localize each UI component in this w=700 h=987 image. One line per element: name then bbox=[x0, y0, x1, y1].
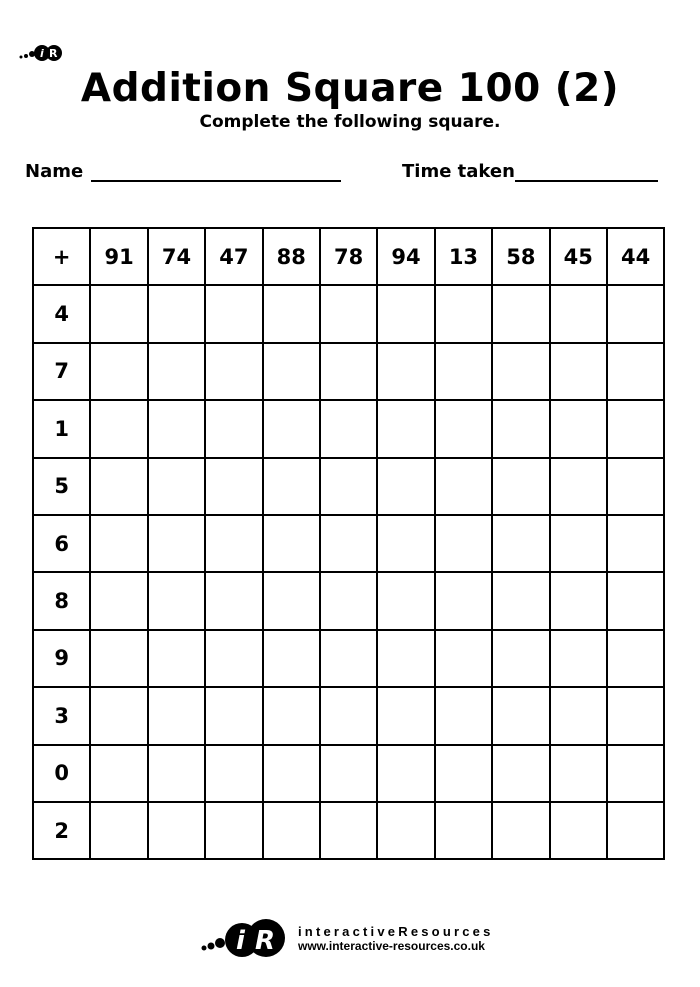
name-line[interactable] bbox=[91, 160, 341, 182]
answer-cell[interactable] bbox=[550, 687, 607, 744]
answer-cell[interactable] bbox=[205, 572, 262, 629]
answer-cell[interactable] bbox=[90, 630, 147, 687]
answer-cell[interactable] bbox=[263, 687, 320, 744]
answer-cell[interactable] bbox=[377, 687, 434, 744]
answer-cell[interactable] bbox=[435, 458, 492, 515]
answer-cell[interactable] bbox=[205, 515, 262, 572]
column-header: 45 bbox=[550, 228, 607, 285]
answer-cell[interactable] bbox=[263, 458, 320, 515]
name-field[interactable] bbox=[25, 160, 341, 182]
answer-cell[interactable] bbox=[90, 285, 147, 342]
answer-cell[interactable] bbox=[435, 343, 492, 400]
answer-cell[interactable] bbox=[607, 458, 664, 515]
svg-text:R: R bbox=[49, 47, 58, 60]
column-header: 74 bbox=[148, 228, 205, 285]
answer-cell[interactable] bbox=[377, 285, 434, 342]
answer-cell[interactable] bbox=[435, 745, 492, 802]
answer-cell[interactable] bbox=[205, 745, 262, 802]
answer-cell[interactable] bbox=[205, 458, 262, 515]
answer-cell[interactable] bbox=[492, 458, 549, 515]
answer-cell[interactable] bbox=[148, 400, 205, 457]
svg-text:i: i bbox=[40, 47, 44, 60]
answer-cell[interactable] bbox=[205, 285, 262, 342]
answer-cell[interactable] bbox=[377, 745, 434, 802]
answer-cell[interactable] bbox=[320, 572, 377, 629]
answer-cell[interactable] bbox=[607, 687, 664, 744]
header-row bbox=[33, 228, 664, 285]
answer-cell[interactable] bbox=[320, 285, 377, 342]
table-row bbox=[33, 630, 664, 687]
page-subtitle: Complete the following square. bbox=[199, 112, 501, 132]
time-line[interactable] bbox=[515, 160, 658, 182]
answer-cell[interactable] bbox=[320, 687, 377, 744]
answer-cell[interactable] bbox=[205, 400, 262, 457]
row-header: 0 bbox=[33, 745, 90, 802]
answer-cell[interactable] bbox=[492, 343, 549, 400]
table-row bbox=[33, 802, 664, 859]
answer-cell[interactable] bbox=[320, 343, 377, 400]
answer-cell[interactable] bbox=[148, 745, 205, 802]
answer-cell[interactable] bbox=[377, 458, 434, 515]
answer-cell[interactable] bbox=[263, 515, 320, 572]
answer-cell[interactable] bbox=[550, 343, 607, 400]
answer-cell[interactable] bbox=[550, 630, 607, 687]
answer-cell[interactable] bbox=[492, 745, 549, 802]
answer-cell[interactable] bbox=[607, 515, 664, 572]
answer-cell[interactable] bbox=[435, 630, 492, 687]
answer-cell[interactable] bbox=[607, 745, 664, 802]
column-header: 88 bbox=[263, 228, 320, 285]
answer-cell[interactable] bbox=[435, 572, 492, 629]
answer-cell[interactable] bbox=[492, 687, 549, 744]
answer-cell[interactable] bbox=[263, 745, 320, 802]
answer-cell[interactable] bbox=[90, 687, 147, 744]
footer bbox=[200, 916, 494, 960]
addition-grid bbox=[32, 227, 665, 860]
answer-cell[interactable] bbox=[205, 630, 262, 687]
time-field[interactable] bbox=[402, 160, 658, 182]
answer-cell[interactable] bbox=[377, 630, 434, 687]
answer-cell[interactable] bbox=[320, 458, 377, 515]
answer-cell[interactable] bbox=[320, 400, 377, 457]
answer-cell[interactable] bbox=[148, 572, 205, 629]
answer-cell[interactable] bbox=[607, 630, 664, 687]
answer-cell[interactable] bbox=[435, 687, 492, 744]
time-label: Time taken bbox=[402, 161, 515, 182]
answer-cell[interactable] bbox=[263, 343, 320, 400]
answer-cell[interactable] bbox=[550, 745, 607, 802]
table-row bbox=[33, 687, 664, 744]
answer-cell[interactable] bbox=[607, 343, 664, 400]
operator-cell: + bbox=[33, 228, 90, 285]
answer-cell[interactable] bbox=[148, 687, 205, 744]
answer-cell[interactable] bbox=[90, 400, 147, 457]
footer-brand: interactiveResources bbox=[298, 923, 494, 939]
table-row bbox=[33, 343, 664, 400]
answer-cell[interactable] bbox=[148, 515, 205, 572]
answer-cell[interactable] bbox=[205, 802, 262, 859]
answer-cell[interactable] bbox=[320, 745, 377, 802]
answer-cell[interactable] bbox=[492, 802, 549, 859]
footer-logo bbox=[200, 916, 292, 960]
logo-small bbox=[18, 42, 62, 68]
answer-cell[interactable] bbox=[492, 285, 549, 342]
answer-cell[interactable] bbox=[492, 572, 549, 629]
answer-cell[interactable] bbox=[148, 802, 205, 859]
answer-cell[interactable] bbox=[492, 400, 549, 457]
row-header: 4 bbox=[33, 285, 90, 342]
answer-cell[interactable] bbox=[90, 515, 147, 572]
table-row bbox=[33, 285, 664, 342]
column-header: 91 bbox=[90, 228, 147, 285]
column-header: 47 bbox=[205, 228, 262, 285]
answer-cell[interactable] bbox=[377, 343, 434, 400]
row-header: 6 bbox=[33, 515, 90, 572]
answer-cell[interactable] bbox=[90, 572, 147, 629]
answer-cell[interactable] bbox=[377, 400, 434, 457]
svg-text:i: i bbox=[236, 926, 245, 956]
answer-cell[interactable] bbox=[550, 285, 607, 342]
answer-cell[interactable] bbox=[148, 630, 205, 687]
answer-cell[interactable] bbox=[148, 343, 205, 400]
answer-cell[interactable] bbox=[435, 285, 492, 342]
answer-cell[interactable] bbox=[205, 343, 262, 400]
table-row bbox=[33, 515, 664, 572]
table-row bbox=[33, 745, 664, 802]
answer-cell[interactable] bbox=[607, 802, 664, 859]
answer-cell[interactable] bbox=[550, 515, 607, 572]
answer-cell[interactable] bbox=[607, 572, 664, 629]
answer-cell[interactable] bbox=[148, 285, 205, 342]
answer-cell[interactable] bbox=[377, 802, 434, 859]
table-row bbox=[33, 400, 664, 457]
column-header: 94 bbox=[377, 228, 434, 285]
answer-cell[interactable] bbox=[320, 802, 377, 859]
answer-cell[interactable] bbox=[607, 285, 664, 342]
table-row bbox=[33, 572, 664, 629]
row-header: 7 bbox=[33, 343, 90, 400]
answer-cell[interactable] bbox=[263, 285, 320, 342]
answer-cell[interactable] bbox=[377, 515, 434, 572]
answer-cell[interactable] bbox=[263, 802, 320, 859]
answer-cell[interactable] bbox=[435, 400, 492, 457]
answer-cell[interactable] bbox=[492, 630, 549, 687]
row-header: 5 bbox=[33, 458, 90, 515]
answer-cell[interactable] bbox=[90, 343, 147, 400]
answer-cell[interactable] bbox=[377, 572, 434, 629]
answer-cell[interactable] bbox=[320, 630, 377, 687]
column-header: 44 bbox=[607, 228, 664, 285]
column-header: 78 bbox=[320, 228, 377, 285]
answer-cell[interactable] bbox=[263, 630, 320, 687]
row-header: 3 bbox=[33, 687, 90, 744]
table-row bbox=[33, 458, 664, 515]
answer-cell[interactable] bbox=[263, 400, 320, 457]
answer-cell[interactable] bbox=[550, 802, 607, 859]
svg-text:R: R bbox=[255, 926, 276, 956]
column-header: 58 bbox=[492, 228, 549, 285]
answer-cell[interactable] bbox=[492, 515, 549, 572]
answer-cell[interactable] bbox=[205, 687, 262, 744]
row-header: 1 bbox=[33, 400, 90, 457]
row-header: 8 bbox=[33, 572, 90, 629]
answer-cell[interactable] bbox=[435, 515, 492, 572]
answer-cell[interactable] bbox=[90, 745, 147, 802]
answer-cell[interactable] bbox=[90, 802, 147, 859]
answer-cell[interactable] bbox=[90, 458, 147, 515]
name-label: Name bbox=[25, 161, 84, 182]
answer-cell[interactable] bbox=[320, 515, 377, 572]
page-title: Addition Square 100 (2) bbox=[80, 66, 620, 111]
answer-cell[interactable] bbox=[148, 458, 205, 515]
row-header: 9 bbox=[33, 630, 90, 687]
footer-url[interactable]: www.interactive-resources.co.uk bbox=[298, 938, 485, 953]
answer-cell[interactable] bbox=[263, 572, 320, 629]
answer-cell[interactable] bbox=[550, 400, 607, 457]
answer-cell[interactable] bbox=[550, 572, 607, 629]
answer-cell[interactable] bbox=[550, 458, 607, 515]
answer-cell[interactable] bbox=[607, 400, 664, 457]
row-header: 2 bbox=[33, 802, 90, 859]
answer-cell[interactable] bbox=[435, 802, 492, 859]
column-header: 13 bbox=[435, 228, 492, 285]
